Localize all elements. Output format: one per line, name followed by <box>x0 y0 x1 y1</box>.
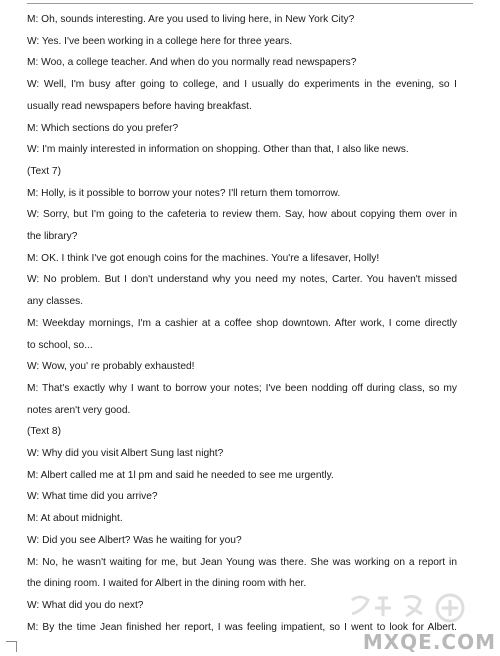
transcript-line: M: OK. I think I've got enough coins for the machines. You're a lifesaver, Holly! <box>27 252 380 264</box>
transcript-line: the dining room. I waited for Albert in the dining room with her. <box>27 578 307 590</box>
transcript-line: any classes. <box>27 296 84 308</box>
transcript-line: W: Yes. I've been working in a college here for three years. <box>27 35 293 47</box>
watermark-text: MXQE.COM <box>362 630 496 654</box>
transcript-line: W: Did you see Albert? Was he waiting for you? <box>27 534 242 546</box>
transcript-line: the library? <box>27 231 78 243</box>
transcript-line: M: Woo, a college teacher. And when do you normally read newspapers? <box>27 57 357 69</box>
transcript-line: W: No problem. But I don't understand why you need my notes, Carter. You haven't missed <box>27 274 457 286</box>
transcript-line: M: By the time Jean finished her report, I was feeling impatient, so I went to look for Albert. <box>27 621 457 633</box>
top-divider <box>27 3 473 4</box>
transcript-line: W: What did you do next? <box>27 599 144 611</box>
transcript-line: W: Why did you visit Albert Sung last night? <box>27 448 224 460</box>
transcript-line: M: At about midnight. <box>27 513 123 525</box>
transcript-line: M: Which sections do you prefer? <box>27 122 179 134</box>
transcript-line: W: Well, I'm busy after going to college, and I usually do experiments in the evening, so I <box>27 79 457 91</box>
transcript-line: M: That's exactly why I want to borrow your notes; I've been nodding off during class, so my <box>27 382 457 394</box>
transcript-line: M: Albert called me at 1l pm and said he needed to see me urgently. <box>27 469 334 481</box>
page-corner-mark <box>6 641 17 652</box>
transcript-line: M: Oh, sounds interesting. Are you used to living here, in New York City? <box>27 14 355 25</box>
transcript-line: W: Sorry, but I'm going to the cafeteria to review them. Say, how about copying them over in <box>27 209 457 221</box>
transcript-body <box>27 9 457 638</box>
transcript-line: usually read newspapers before having breakfast. <box>27 100 252 112</box>
section-heading-text-8: (Text 8) <box>27 426 61 438</box>
transcript-line: M: No, he wasn't waiting for me, but Jean Young was there. She was working on a report in <box>27 556 457 568</box>
transcript-line: W: Wow, you' re probably exhausted! <box>27 361 195 373</box>
section-heading-text-7: (Text 7) <box>27 165 61 177</box>
transcript-line: M: Holly, is it possible to borrow your notes? I'll return them tomorrow. <box>27 187 341 199</box>
transcript-line: notes aren't very good. <box>27 404 131 416</box>
transcript-line: M: Weekday mornings, I'm a cashier at a coffee shop downtown. After work, I come directly <box>27 317 457 329</box>
transcript-line: to school, so... <box>27 339 93 351</box>
transcript-line: W: I'm mainly interested in information on shopping. Other than that, I also like news. <box>27 144 409 156</box>
transcript-line: W: What time did you arrive? <box>27 491 158 503</box>
